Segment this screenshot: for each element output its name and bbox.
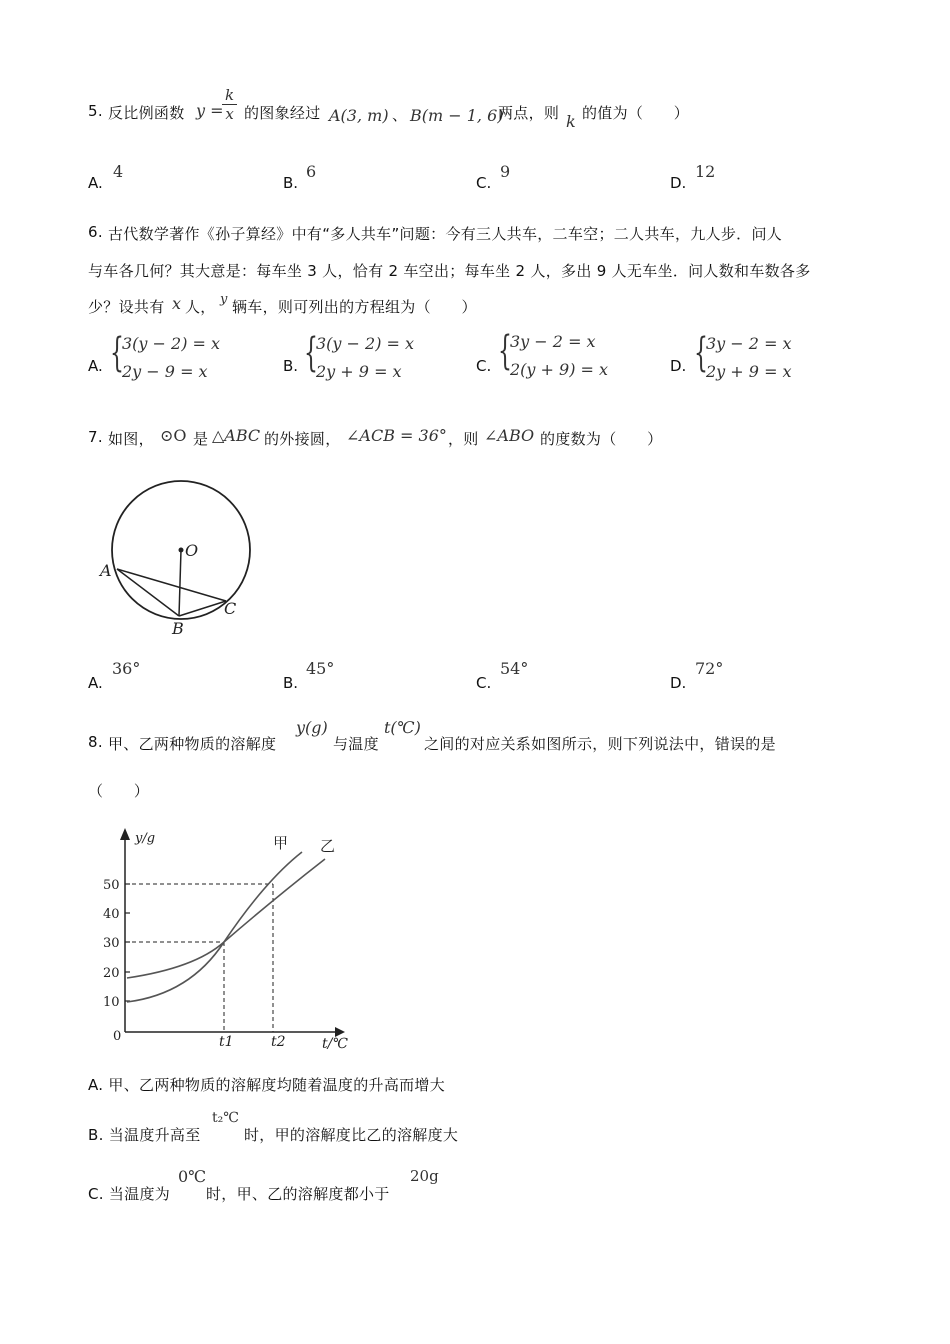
q7-opt-d-value: 72° [695,659,724,678]
q5-opt-b-value: 6 [306,162,317,181]
q7-text-5: 的度数为（ ） [540,430,663,448]
y-axis-arrow [120,828,130,840]
q6-opt-a-eq1: 3(y − 2) = x [122,334,221,353]
q6-opt-b-label: B. [283,357,299,375]
q7-opt-a-value: 36° [112,659,141,678]
q6-x: x [172,294,182,313]
q6-opt-b-eq1: 3(y − 2) = x [316,334,415,353]
q6-line-3c: 辆车，则可列出的方程组为（ ） [232,298,477,316]
q5-opt-c-label: C. [476,174,492,192]
q7-opt-a-label: A. [88,674,103,692]
q5-func-lhs: y = [196,101,224,120]
q6-opt-b-brace: { [304,330,318,376]
q5-k: k [566,112,576,131]
ytick-label-10: 10 [103,995,120,1010]
ytick-label-40: 40 [103,907,120,922]
curve-jia [127,852,302,1002]
q6-line-1: 古代数学著作《孙子算经》中有“多人共车”问题：今有三人共车，二车空；二人共车，九人步．问人 [108,225,783,243]
q5-opt-c-value: 9 [500,162,511,181]
q5-text-3: 两点，则 [498,104,560,122]
center-point [179,548,184,553]
segment-ac [117,569,226,601]
q8-opt-a: A. 甲、乙两种物质的溶解度均随着温度的升高而增大 [88,1076,446,1094]
q8-solubility-chart [95,818,365,1058]
q8-tvar: t(℃) [384,718,421,737]
q5-text-2: 的图象经过 [244,104,321,122]
q8-opt-c-text-1: C. 当温度为 [88,1185,171,1203]
q6-line-3b: 人， [185,298,216,316]
q5-fraction [222,86,237,123]
ytick-label-0: 0 [113,1029,122,1044]
q5-text-4: 的值为（ ） [582,104,690,122]
series-label-jia: 甲 [273,834,289,852]
q6-opt-c-brace: { [498,328,512,374]
q6-line-3a: 少？设共有 [88,298,165,316]
q5-opt-b-label: B. [283,174,299,192]
q6-opt-a-label: A. [88,357,103,375]
q5-frac-num: k [222,86,237,105]
q6-opt-d-eq2: 2y + 9 = x [706,362,792,381]
q8-opt-b-text-1: B. 当温度升高至 [88,1126,201,1144]
q5-number: 5. [88,102,103,120]
q6-opt-c-label: C. [476,357,492,375]
q7-text-4: ，则 [448,430,479,448]
q5-sep: 、 [392,106,408,124]
q7-text-1: 如图， [108,430,154,448]
q5-opt-a-label: A. [88,174,103,192]
q6-number: 6. [88,223,103,241]
q7-opt-d-label: D. [670,674,687,692]
q7-angle-acb: ∠ACB = 36° [346,426,447,445]
q8-opt-b-text-2: 时，甲的溶解度比乙的溶解度大 [244,1126,459,1144]
ytick-label-20: 20 [103,966,120,981]
q7-text-2: 是 [193,430,209,448]
q6-opt-c-eq1: 3y − 2 = x [510,332,596,351]
curve-yi [127,859,325,978]
q8-opt-b-temp: t₂℃ [212,1110,239,1126]
q6-opt-a-brace: { [110,330,124,376]
q7-opt-c-label: C. [476,674,492,692]
q7-triangle: △ABC [212,426,261,445]
label-c: C [224,599,237,618]
ytick-label-50: 50 [103,878,120,893]
q5-point-b: B(m − 1, 6) [410,106,504,125]
q7-circle-figure [90,474,270,644]
q5-opt-a-value: 4 [113,162,124,181]
series-label-yi: 乙 [320,837,336,855]
q6-opt-d-label: D. [670,357,687,375]
q6-opt-d-brace: { [694,330,708,376]
q8-text-1: 甲、乙两种物质的溶解度 [108,735,277,753]
x-axis-label: t/℃ [322,1036,349,1052]
segment-ob [179,550,181,616]
q8-opt-c-value: 20g [410,1167,439,1185]
q8-opt-c-text-2: 时，甲、乙的溶解度都小于 [206,1185,390,1203]
q7-opt-b-value: 45° [306,659,335,678]
q5-text-1: 反比例函数 [108,104,185,122]
q8-paren: （ ） [88,782,150,800]
q6-opt-c-eq2: 2(y + 9) = x [510,360,609,379]
q6-y: y [220,292,228,307]
q8-yvar: y(g) [296,718,328,737]
q6-opt-a-eq2: 2y − 9 = x [122,362,208,381]
q8-number: 8. [88,733,103,751]
y-axis-label: y/g [135,831,156,846]
label-o: O [185,541,199,560]
q5-frac-den: x [225,105,234,123]
q6-opt-d-eq1: 3y − 2 = x [706,334,792,353]
xtick-label-t2: t2 [271,1034,286,1050]
q7-text-3: 的外接圆， [264,430,341,448]
xtick-label-t1: t1 [219,1034,234,1050]
q5-point-a: A(3, m) [329,106,389,125]
q7-opt-c-value: 54° [500,659,529,678]
q5-opt-d-value: 12 [695,162,716,181]
q7-opt-b-label: B. [283,674,299,692]
q8-opt-c-temp: 0℃ [178,1167,207,1186]
q8-text-3: 之间的对应关系如图所示，则下列说法中，错误的是 [424,735,776,753]
ytick-label-30: 30 [103,936,120,951]
q7-angle-abo: ∠ABO [484,426,535,445]
label-b: B [172,619,184,638]
q7-number: 7. [88,428,103,446]
label-a: A [100,561,112,580]
q8-text-2: 与温度 [333,735,379,753]
q7-circle: ⊙O [160,426,187,445]
q6-opt-b-eq2: 2y + 9 = x [316,362,402,381]
q6-line-2: 与车各几何？其大意是：每车坐 3 人，恰有 2 车空出；每车坐 2 人，多出 9 人无车坐．问人数和车数各多 [88,262,811,280]
q5-opt-d-label: D. [670,174,687,192]
